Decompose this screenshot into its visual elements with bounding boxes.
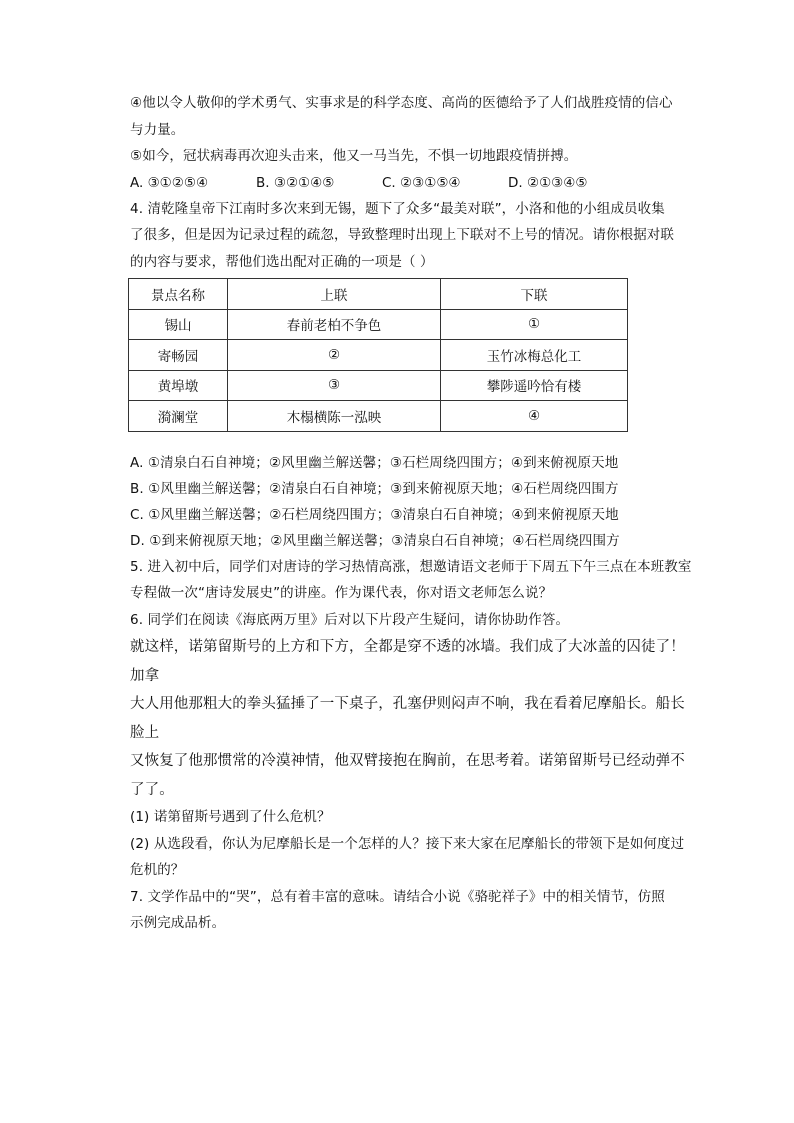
q4-stem-line-2: 了很多，但是因为记录过程的疏忽，导致整理时出现上下联对不上号的情况。请你根据对联 [130,227,674,243]
document-page [130,90,694,937]
table-row [129,370,628,401]
passage-line-2: 大人用他那粗大的拳头猛捶了一下桌子，孔塞伊则闷声不响，我在看着尼摩船长。船长脸上 [130,696,685,741]
q3-option-d: D. ②①③④⑤ [508,174,588,191]
q6-subquestion-1: (1) 诺第留斯号遇到了什么危机？ [130,809,331,825]
table-cell: 黄埠墩 [129,370,228,401]
q3-option-a: A. ③①②⑤④ [130,174,209,191]
table-cell: 春前老柏不争色 [228,309,441,340]
q4-option-d: D. ①到来俯视原天地；②风里幽兰解送馨；③清泉白石自神境；④石栏周绕四围方 [130,532,620,549]
q5-stem-line-2: 专程做一次“唐诗发展史”的讲座。作为课代表，你对语文老师怎么说？ [130,585,553,601]
q3-option-c: C. ②③①⑤④ [382,174,461,191]
table-cell: 锡山 [129,309,228,340]
q7-stem-line-2: 示例完成品析。 [130,915,226,931]
passage-line-1: 就这样，诺第留斯号的上方和下方，全都是穿不透的冰墙。我们成了大冰盖的囚徒了！加拿 [130,639,685,684]
table-row [129,309,628,340]
table-cell: ② [228,340,441,371]
table-cell: 玉竹冰梅总化工 [441,340,628,371]
q3-options [130,170,694,196]
table-cell: ④ [441,401,628,432]
table-row [129,340,628,371]
q4-stem-line-1: 4. 清乾隆皇帝下江南时多次来到无锡，题下了众多“最美对联”，小洛和他的小组成员收集 [130,200,665,217]
table-cell: 漪澜堂 [129,401,228,432]
q4-option-b: B. ①风里幽兰解送馨；②清泉白石自神境；③到来俯视原天地；④石栏周绕四围方 [130,480,619,497]
table-header-cell: 景点名称 [129,279,228,310]
table-cell: 寄畅园 [129,340,228,371]
q4-stem-line-3: 的内容与要求，帮他们选出配对正确的一项是（ ） [130,253,434,270]
passage-line-3: 又恢复了他那惯常的冷漠神情，他双臂接抱在胸前，在思考着。诺第留斯号已经动弹不了了。 [130,753,685,798]
q3-option-b: B. ③②①④⑤ [256,174,335,191]
table-row [129,401,628,432]
statement-5: ⑤如今，冠状病毒再次迎头击来，他又一马当先，不惧一切地跟疫情拼搏。 [130,148,578,164]
q7-stem-line-1: 7. 文学作品中的“哭”，总有着丰富的意味。请结合小说《骆驼祥子》中的相关情节，仿照 [130,888,665,905]
table-cell: ① [441,309,628,340]
table-cell: 木榻横陈一泓映 [228,401,441,432]
table-cell: ③ [228,370,441,401]
table-cell: 攀陟遥吟恰有楼 [441,370,628,401]
statement-4-line-1: ④他以令人敬仰的学术勇气、实事求是的科学态度、高尚的医德给予了人们战胜疫情的信心 [130,95,673,111]
q4-option-c: C. ①风里幽兰解送馨；②石栏周绕四围方；③清泉白石自神境；④到来俯视原天地 [130,506,619,523]
q4-option-a: A. ①清泉白石自神境；②风里幽兰解送馨；③石栏周绕四围方；④到来俯视原天地 [130,454,619,471]
table-header-cell: 下联 [441,279,628,310]
statement-4-line-2: 与力量。 [130,121,185,138]
table-header-row [129,279,628,310]
couplet-table [128,278,628,432]
table-header-cell: 上联 [228,279,441,310]
q6-stem: 6. 同学们在阅读《海底两万里》后对以下片段产生疑问，请你协助作答。 [130,611,570,628]
q5-stem-line-1: 5. 进入初中后，同学们对唐诗的学习热情高涨，想邀请语文老师于下周五下午三点在本班教室 [130,558,692,575]
q6-subquestion-2-line-2: 危机的？ [130,862,185,878]
q6-subquestion-2-line-1: (2) 从选段看，你认为尼摩船长是一个怎样的人？接下来大家在尼摩船长的带领下是如何度过 [130,835,685,852]
